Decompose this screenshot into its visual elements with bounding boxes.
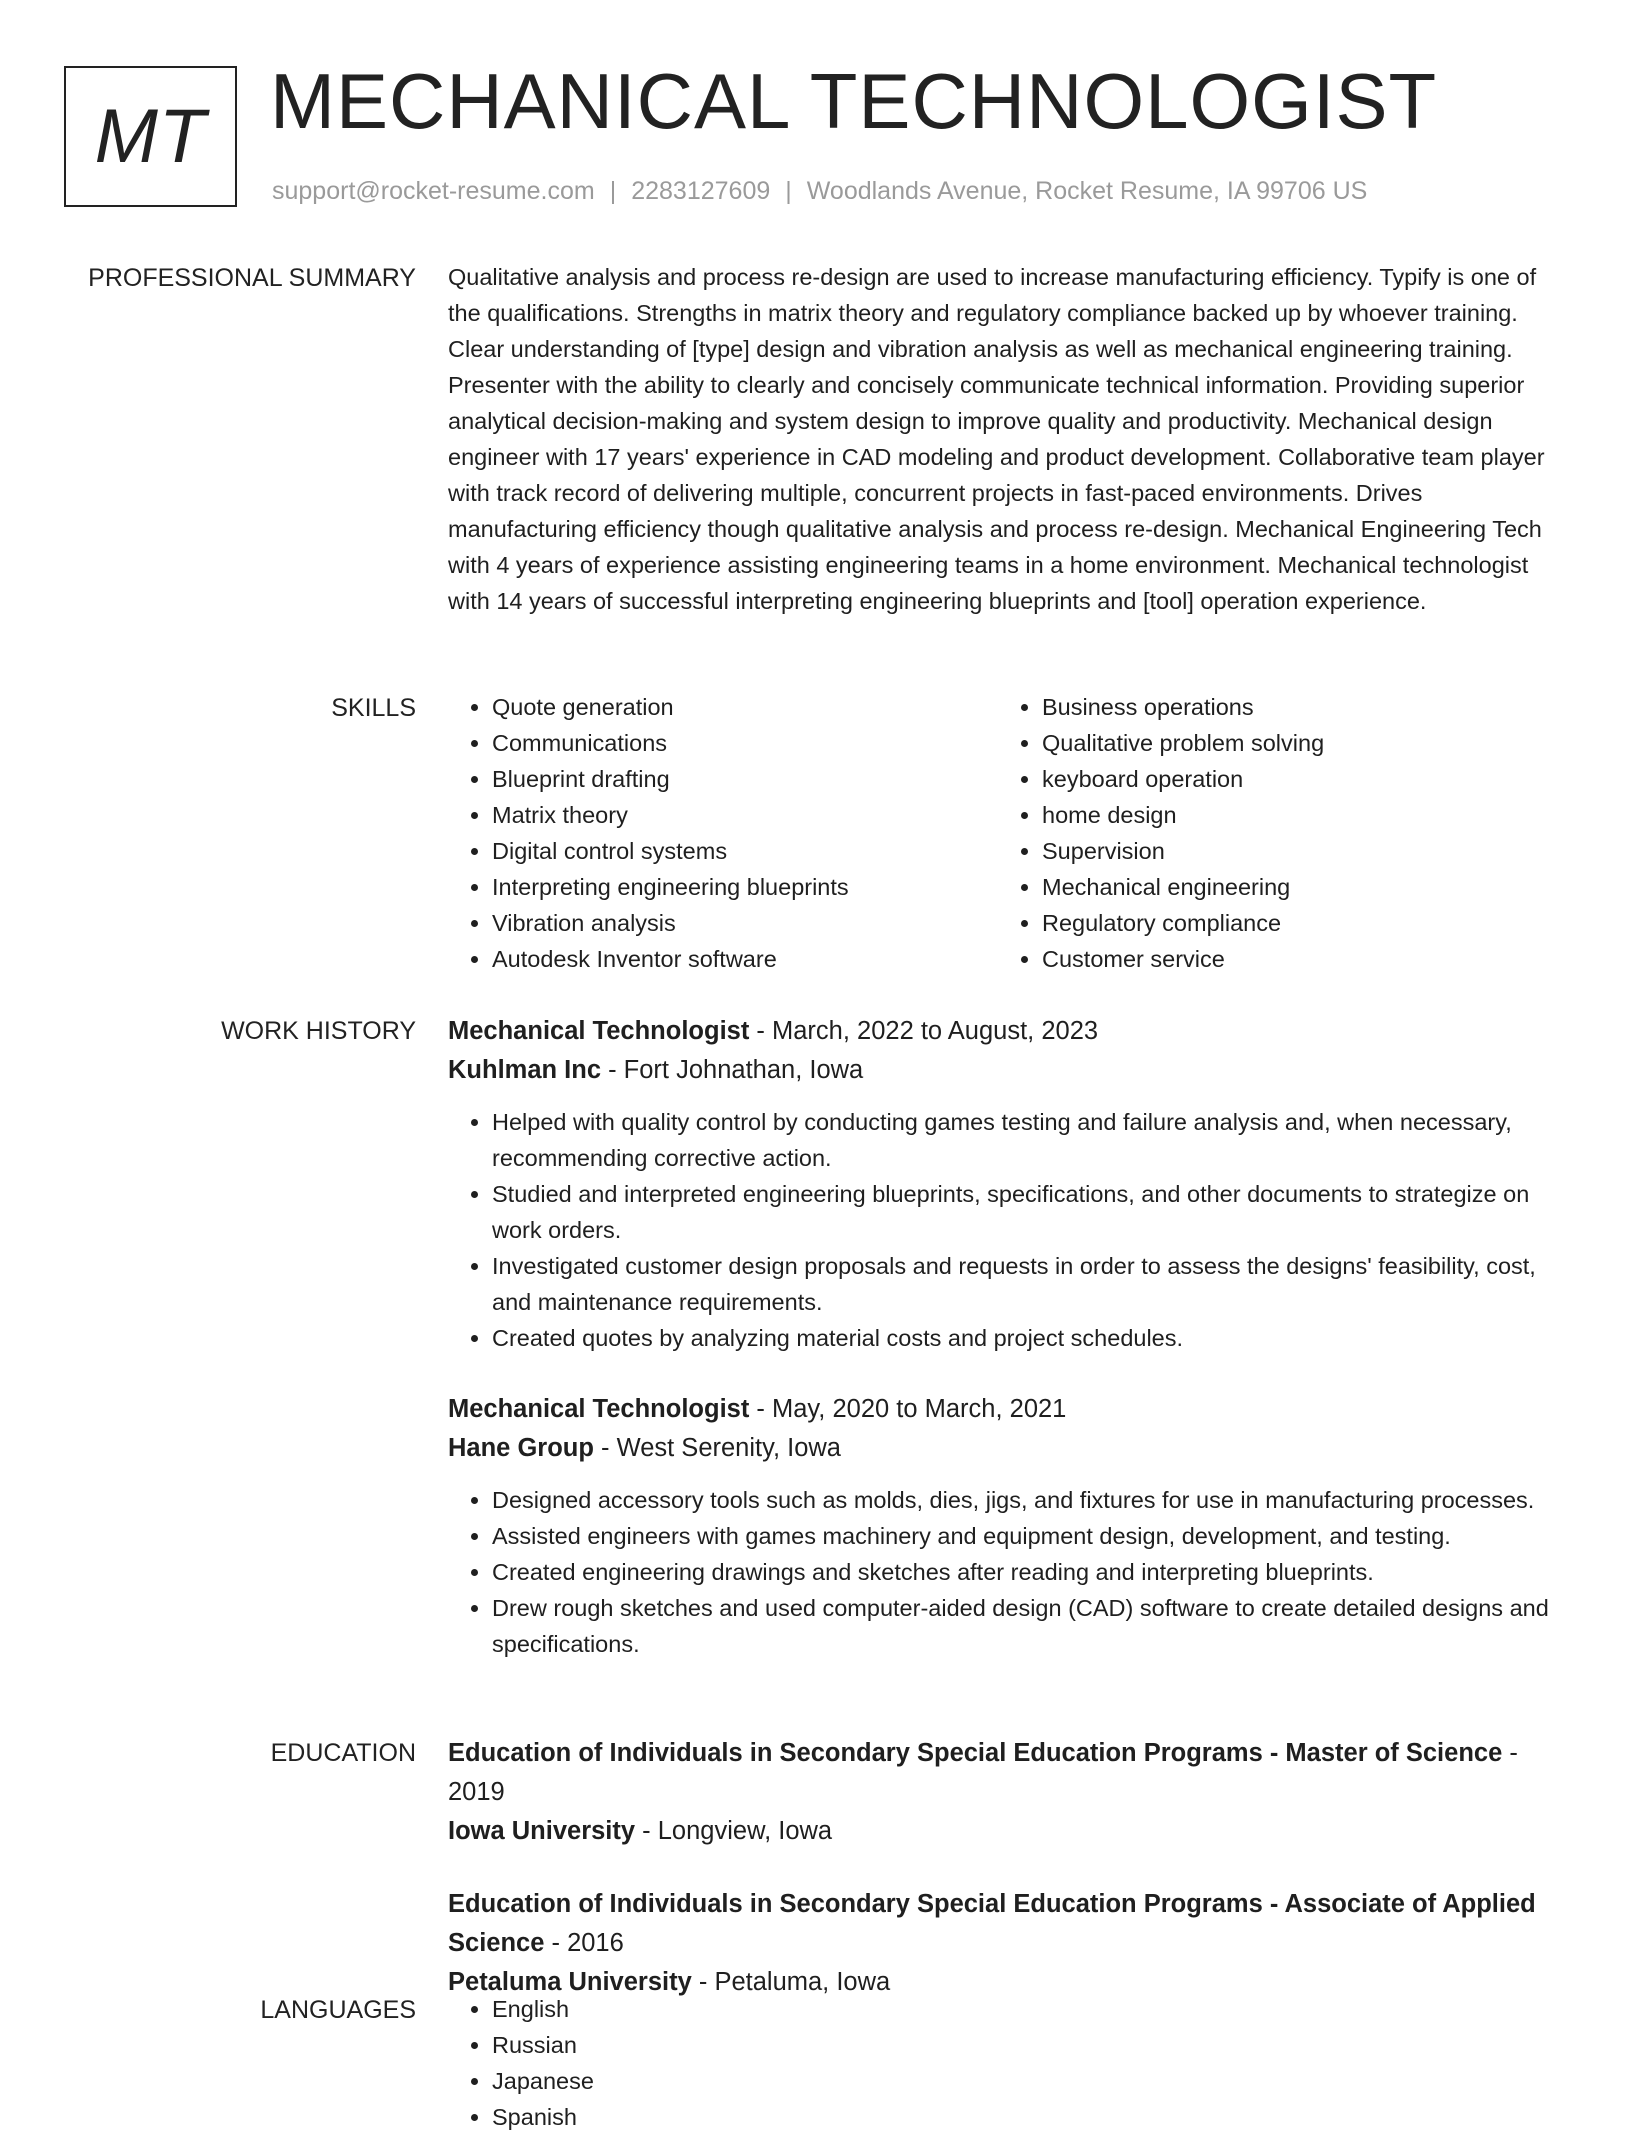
skill-item: • Communications bbox=[492, 725, 998, 761]
section-title-summary: PROFESSIONAL SUMMARY bbox=[88, 264, 416, 292]
contact-phone[interactable]: 2283127609 bbox=[631, 177, 771, 205]
skills-column-left bbox=[448, 689, 998, 977]
job-bullet: • Helped with quality control by conducting games testing and failure analysis and, when necessary, recommending corrective action. bbox=[492, 1104, 1566, 1176]
skill-item: • Autodesk Inventor software bbox=[492, 941, 998, 977]
skill-item: • Blueprint drafting bbox=[492, 761, 998, 797]
education-school: Iowa University bbox=[448, 1817, 636, 1845]
job-company: Hane Group bbox=[448, 1434, 594, 1462]
section-title-work-history: WORK HISTORY bbox=[221, 1017, 416, 1045]
job-dates: - March, 2022 to August, 2023 bbox=[749, 1017, 1099, 1045]
skill-item: • Business operations bbox=[1042, 689, 1548, 725]
language-item: • English bbox=[492, 1991, 1566, 2027]
summary-text: Qualitative analysis and process re-design are used to increase manufacturing efficiency. Typify is one of the qualifications. Strengths in matrix theory and regulatory compliance backed up by whoever training. Clear understanding of [type] design and vibration analysis as well as mechanical engineering training. Presenter with the ability to clearly and concisely communicate technical information. Providing superior analytical decision-making and system design to improve quality and productivity. Mechanical design engineer with 17 years' experience in CAD modeling and product development. Collaborative team player with track record of delivering multiple, concurrent projects in fast-paced environments. Drives manufacturing efficiency though qualitative analysis and process re-design. Mechanical Engineering Tech with 4 years of experience assisting engineering teams in a home environment. Mechanical technologist with 14 years of successful interpreting engineering blueprints and [tool] operation experience. bbox=[448, 264, 1545, 614]
job-bullet: • Assisted engineers with games machinery and equipment design, development, and testing. bbox=[492, 1518, 1566, 1554]
skills-column-right bbox=[998, 689, 1548, 977]
education-year: - 2019 bbox=[448, 1739, 1518, 1806]
language-item: • Russian bbox=[492, 2027, 1566, 2063]
skill-item: • Mechanical engineering bbox=[1042, 869, 1548, 905]
job-bullet: • Created quotes by analyzing material costs and project schedules. bbox=[492, 1320, 1566, 1356]
summary-body bbox=[448, 259, 1566, 619]
education-school-line bbox=[448, 1812, 1566, 1851]
job-title-line bbox=[448, 1012, 1566, 1051]
job-company-line bbox=[448, 1051, 1566, 1090]
skill-item: • Matrix theory bbox=[492, 797, 998, 833]
education-degree-line bbox=[448, 1734, 1566, 1812]
resume-name: MECHANICAL TECHNOLOGIST bbox=[270, 57, 1438, 145]
contact-separator: | bbox=[785, 177, 792, 205]
language-item: • Spanish bbox=[492, 2099, 1566, 2135]
education-entry bbox=[448, 1885, 1566, 2002]
job-entry bbox=[448, 1390, 1566, 1662]
skill-item: • Regulatory compliance bbox=[1042, 905, 1548, 941]
monogram-box bbox=[64, 66, 237, 207]
language-item: • Japanese bbox=[492, 2063, 1566, 2099]
job-bullet: • Designed accessory tools such as molds, dies, jigs, and fixtures for use in manufacturing processes. bbox=[492, 1482, 1566, 1518]
education-degree: Education of Individuals in Secondary Special Education Programs - Associate of Applied Science bbox=[448, 1890, 1536, 1957]
job-location: - Fort Johnathan, Iowa bbox=[601, 1056, 864, 1084]
education-location: - Longview, Iowa bbox=[635, 1817, 833, 1845]
education-location: - Petaluma, Iowa bbox=[691, 1968, 891, 1996]
education-degree: Education of Individuals in Secondary Special Education Programs - Master of Science bbox=[448, 1739, 1503, 1767]
skill-item: • home design bbox=[1042, 797, 1548, 833]
contact-address: Woodlands Avenue, Rocket Resume, IA 99706 US bbox=[806, 177, 1368, 205]
job-role: Mechanical Technologist bbox=[448, 1395, 750, 1423]
job-bullet: • Studied and interpreted engineering blueprints, specifications, and other documents to strategize on work orders. bbox=[492, 1176, 1566, 1248]
skill-item: • Quote generation bbox=[492, 689, 998, 725]
skill-item: • keyboard operation bbox=[1042, 761, 1548, 797]
section-title-languages: LANGUAGES bbox=[260, 1996, 416, 2024]
job-company-line bbox=[448, 1429, 1566, 1468]
section-title-education: EDUCATION bbox=[270, 1739, 416, 1767]
job-dates: - May, 2020 to March, 2021 bbox=[749, 1395, 1067, 1423]
job-company: Kuhlman Inc bbox=[448, 1056, 602, 1084]
skills-body bbox=[448, 689, 1566, 977]
skill-item: • Supervision bbox=[1042, 833, 1548, 869]
education-entry bbox=[448, 1734, 1566, 1851]
work-history-body bbox=[448, 1012, 1566, 1696]
contact-line bbox=[272, 174, 1367, 208]
skill-item: • Customer service bbox=[1042, 941, 1548, 977]
section-title-skills: SKILLS bbox=[331, 694, 416, 722]
skill-item: • Vibration analysis bbox=[492, 905, 998, 941]
contact-separator: | bbox=[609, 177, 617, 205]
job-entry bbox=[448, 1012, 1566, 1356]
skill-item: • Interpreting engineering blueprints bbox=[492, 869, 998, 905]
education-degree-line bbox=[448, 1885, 1566, 1963]
job-role: Mechanical Technologist bbox=[448, 1017, 750, 1045]
education-year: - 2016 bbox=[544, 1929, 624, 1957]
monogram-text: MT bbox=[94, 94, 207, 179]
job-bullet: • Created engineering drawings and sketches after reading and interpreting blueprints. bbox=[492, 1554, 1566, 1590]
job-location: - West Serenity, Iowa bbox=[593, 1434, 841, 1462]
job-bullet: • Drew rough sketches and used computer-aided design (CAD) software to create detailed designs and specifications. bbox=[492, 1590, 1566, 1662]
skill-item: • Digital control systems bbox=[492, 833, 998, 869]
languages-body bbox=[448, 1991, 1566, 2135]
job-title-line bbox=[448, 1390, 1566, 1429]
job-bullet: • Investigated customer design proposals and requests in order to assess the designs' feasibility, cost, and maintenance requirements. bbox=[492, 1248, 1566, 1320]
contact-email[interactable]: support@rocket-resume.com bbox=[272, 177, 595, 205]
skill-item: • Qualitative problem solving bbox=[1042, 725, 1548, 761]
education-school: Petaluma University bbox=[448, 1968, 692, 1996]
